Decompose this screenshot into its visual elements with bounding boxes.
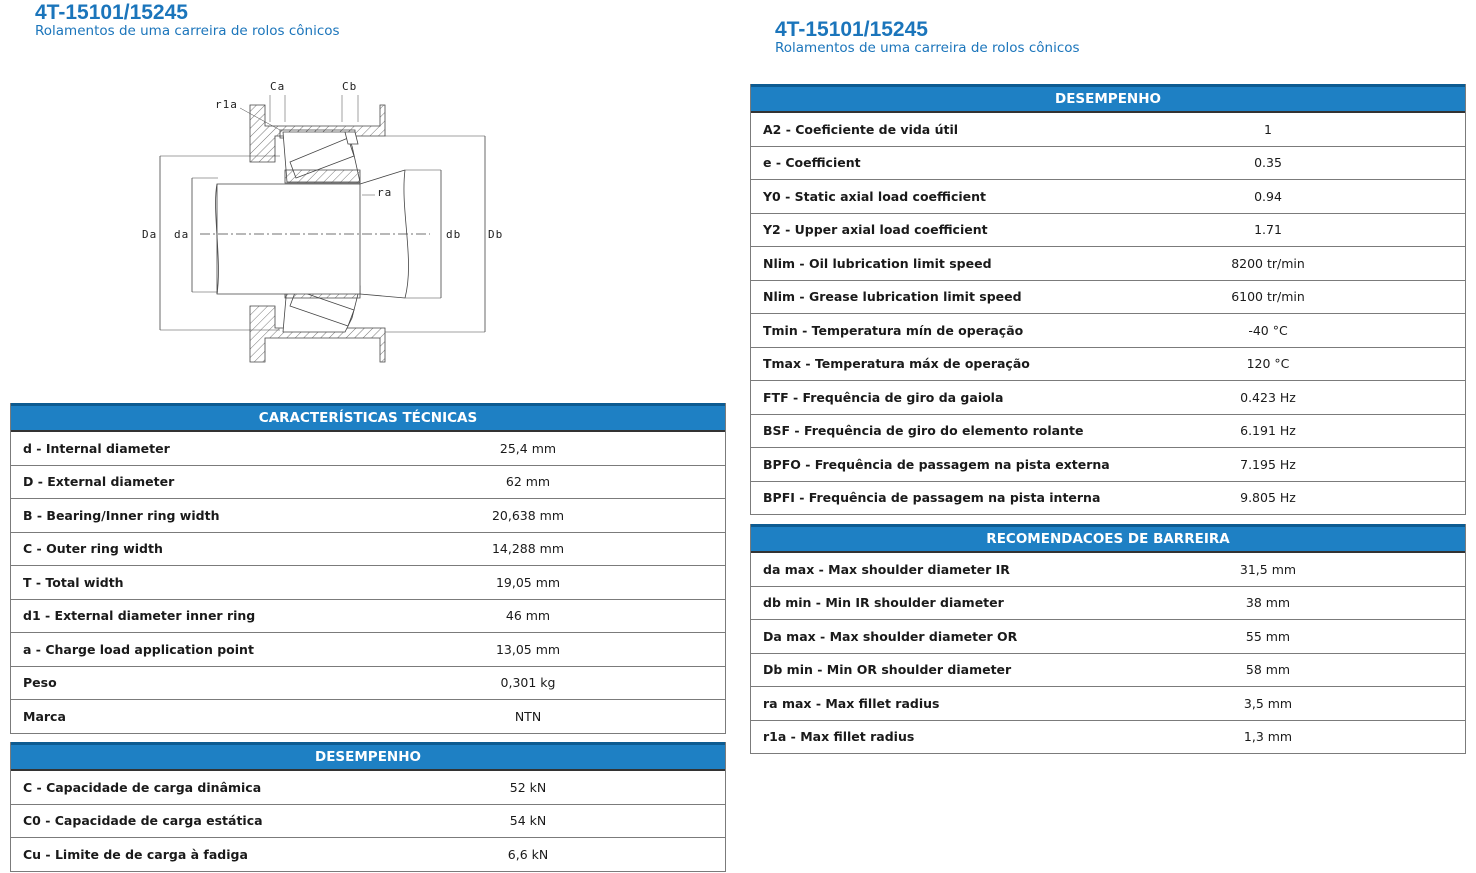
row-value: 13,05 mm bbox=[495, 641, 561, 657]
row-label: a - Charge load application point bbox=[23, 641, 254, 657]
table-row bbox=[751, 280, 1465, 314]
row-label: r1a - Max fillet radius bbox=[763, 729, 915, 745]
row-label: C0 - Capacidade de carga estática bbox=[23, 813, 263, 829]
row-label: da max - Max shoulder diameter IR bbox=[763, 561, 1010, 577]
row-label: Cu - Limite de de carga à fadiga bbox=[23, 846, 248, 862]
barreira-table bbox=[750, 524, 1466, 754]
row-label: Peso bbox=[23, 675, 57, 691]
row-label: ra max - Max fillet radius bbox=[763, 695, 940, 711]
row-label: B - Bearing/Inner ring width bbox=[23, 507, 220, 523]
row-value: 31,5 mm bbox=[1239, 561, 1297, 577]
table-row bbox=[751, 111, 1465, 146]
row-value: 19,05 mm bbox=[495, 574, 561, 590]
table-row bbox=[11, 532, 725, 566]
desempenho-left-header: DESEMPENHO bbox=[11, 742, 725, 769]
row-label: T - Total width bbox=[23, 574, 124, 590]
table-row bbox=[751, 447, 1465, 481]
row-value: 9.805 Hz bbox=[1240, 490, 1296, 506]
row-label: Y2 - Upper axial load coefficient bbox=[763, 222, 988, 238]
row-label: d - Internal diameter bbox=[23, 440, 170, 456]
table-row bbox=[751, 481, 1465, 515]
row-label: Tmax - Temperatura máx de operação bbox=[763, 356, 1030, 372]
caracteristicas-header: CARACTERÍSTICAS TÉCNICAS bbox=[11, 403, 725, 430]
row-value: 55 mm bbox=[1245, 628, 1291, 644]
product-title-right: 4T-15101/15245 bbox=[775, 18, 928, 41]
row-label: Tmin - Temperatura mín de operação bbox=[763, 322, 1024, 338]
label-Db: Db bbox=[488, 228, 504, 241]
row-value: 3,5 mm bbox=[1243, 695, 1293, 711]
row-label: Marca bbox=[23, 708, 66, 724]
table-row bbox=[751, 313, 1465, 347]
row-label: e - Coefficient bbox=[763, 155, 861, 171]
row-value: 8200 tr/min bbox=[1231, 255, 1305, 271]
row-value: 1 bbox=[1264, 121, 1272, 137]
row-value: 120 °C bbox=[1246, 356, 1290, 372]
row-value: 6.191 Hz bbox=[1240, 423, 1296, 439]
table-row bbox=[751, 380, 1465, 414]
row-label: C - Outer ring width bbox=[23, 541, 163, 557]
product-title-left: 4T-15101/15245 bbox=[35, 1, 188, 24]
table-row bbox=[11, 599, 725, 633]
table-row bbox=[751, 347, 1465, 381]
row-value: 0.423 Hz bbox=[1240, 389, 1296, 405]
row-value: 38 mm bbox=[1245, 595, 1291, 611]
row-label: Da max - Max shoulder diameter OR bbox=[763, 628, 1018, 644]
row-label: C - Capacidade de carga dinâmica bbox=[23, 779, 262, 795]
row-value: -40 °C bbox=[1248, 322, 1288, 338]
row-value: 6100 tr/min bbox=[1231, 289, 1305, 305]
table-row bbox=[11, 430, 725, 465]
row-value: 1,3 mm bbox=[1243, 729, 1293, 745]
row-label: BSF - Frequência de giro do elemento rolante bbox=[763, 423, 1084, 439]
row-value: 62 mm bbox=[505, 474, 551, 490]
desempenho-left-table bbox=[10, 742, 726, 872]
desempenho-right-header: DESEMPENHO bbox=[751, 84, 1465, 111]
table-row bbox=[751, 414, 1465, 448]
row-value: 7.195 Hz bbox=[1240, 456, 1296, 472]
row-label: Nlim - Oil lubrication limit speed bbox=[763, 255, 992, 271]
row-value: 25,4 mm bbox=[499, 440, 557, 456]
table-row bbox=[751, 551, 1465, 586]
row-value: 0.94 bbox=[1254, 188, 1282, 204]
row-value: 14,288 mm bbox=[491, 541, 565, 557]
table-row bbox=[751, 146, 1465, 180]
label-r1a: r1a bbox=[215, 98, 238, 111]
table-row bbox=[11, 666, 725, 700]
table-row bbox=[11, 632, 725, 666]
label-db: db bbox=[446, 228, 462, 241]
table-row bbox=[751, 246, 1465, 280]
row-label: d1 - External diameter inner ring bbox=[23, 608, 256, 624]
table-row bbox=[11, 565, 725, 599]
table-row bbox=[751, 720, 1465, 754]
row-label: db min - Min IR shoulder diameter bbox=[763, 595, 1004, 611]
row-label: Y0 - Static axial load coefficient bbox=[763, 188, 986, 204]
table-row bbox=[11, 804, 725, 838]
row-value: 0.35 bbox=[1254, 155, 1282, 171]
label-da: da bbox=[174, 228, 190, 241]
row-label: FTF - Frequência de giro da gaiola bbox=[763, 389, 1004, 405]
table-row bbox=[751, 686, 1465, 720]
row-value: 6,6 kN bbox=[507, 846, 549, 862]
label-Da: Da bbox=[142, 228, 158, 241]
row-value: 54 kN bbox=[509, 813, 547, 829]
table-row bbox=[11, 465, 725, 499]
product-subtitle-left: Rolamentos de uma carreira de rolos cônicos bbox=[35, 23, 340, 39]
row-value: 20,638 mm bbox=[491, 507, 565, 523]
table-row bbox=[751, 653, 1465, 687]
table-row bbox=[751, 586, 1465, 620]
row-value: 0,301 kg bbox=[500, 675, 556, 691]
row-value: 52 kN bbox=[509, 779, 547, 795]
row-value: 46 mm bbox=[505, 608, 551, 624]
table-row bbox=[11, 769, 725, 804]
row-label: BPFO - Frequência de passagem na pista externa bbox=[763, 456, 1110, 472]
product-subtitle-right: Rolamentos de uma carreira de rolos cônicos bbox=[775, 40, 1080, 56]
label-ca: Ca bbox=[270, 80, 286, 93]
row-value: NTN bbox=[514, 708, 542, 724]
label-ra: ra bbox=[377, 186, 393, 199]
row-value: 1.71 bbox=[1254, 222, 1282, 238]
desempenho-right-table bbox=[750, 84, 1466, 515]
table-row bbox=[11, 498, 725, 532]
row-label: D - External diameter bbox=[23, 474, 175, 490]
table-row bbox=[751, 619, 1465, 653]
row-label: A2 - Coeficiente de vida útil bbox=[763, 121, 959, 137]
table-row bbox=[751, 179, 1465, 213]
caracteristicas-table bbox=[10, 403, 726, 734]
row-label: Nlim - Grease lubrication limit speed bbox=[763, 289, 1022, 305]
table-row bbox=[11, 699, 725, 733]
table-row bbox=[751, 213, 1465, 247]
row-label: BPFI - Frequência de passagem na pista interna bbox=[763, 490, 1101, 506]
row-label: Db min - Min OR shoulder diameter bbox=[763, 662, 1012, 678]
barreira-header: RECOMENDACOES DE BARREIRA bbox=[751, 524, 1465, 551]
row-value: 58 mm bbox=[1245, 662, 1291, 678]
table-row bbox=[11, 837, 725, 871]
bearing-mounting-diagram bbox=[130, 70, 530, 370]
label-cb: Cb bbox=[342, 80, 358, 93]
